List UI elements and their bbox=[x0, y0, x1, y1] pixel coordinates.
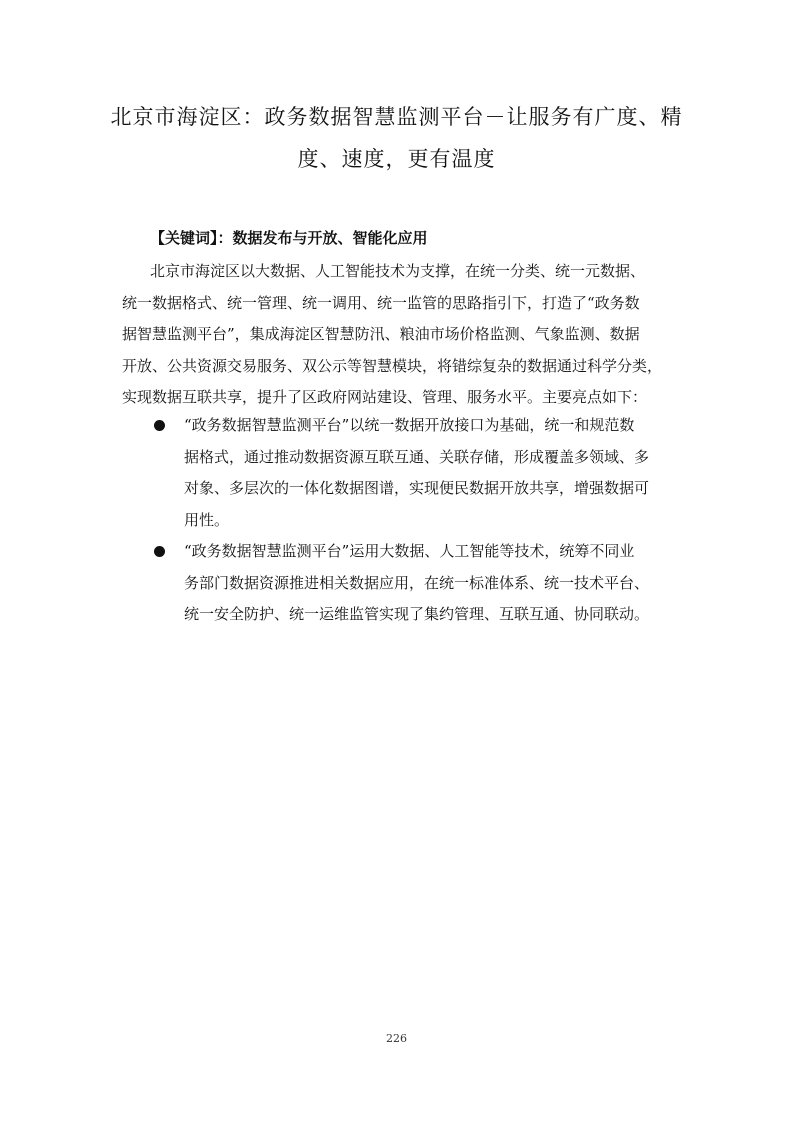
bullet-line: “政务数据智慧监测平台”以统一数据开放接口为基础，统一和规范数 bbox=[184, 416, 635, 434]
bullet-line: 用性。 bbox=[184, 510, 230, 529]
bullet-line: 对象、多层次的一体化数据图谱，实现便民数据开放共享，增强数据可 bbox=[184, 479, 650, 497]
title-line: 度、速度，更有温度 bbox=[297, 147, 496, 171]
bullet-text bbox=[184, 410, 690, 536]
bullet-item bbox=[150, 410, 690, 536]
bullet-text bbox=[184, 536, 690, 631]
bullet-item bbox=[150, 536, 690, 631]
paragraph-line: 北京市海淀区以大数据、人工智能技术为支撑，在统一分类、统一元数据、 bbox=[150, 262, 646, 280]
bullet-dot-icon bbox=[154, 546, 165, 557]
paragraph-line: 实现数据互联共享，提升了区政府网站建设、管理、服务水平。主要亮点如下： bbox=[122, 388, 648, 406]
paragraph-line: 据智慧监测平台”，集成海淀区智慧防汛、粮油市场价格监测、气象监测、数据 bbox=[122, 325, 640, 343]
bullet-dot-icon bbox=[154, 420, 165, 431]
bullet-line: 统一安全防护、统一运维监管实现了集约管理、互联互通、协同联动。 bbox=[184, 605, 650, 623]
paragraph-line: 开放、公共资源交易服务、双公示等智慧模块，将错综复杂的数据通过科学分类， bbox=[122, 356, 663, 375]
document-title bbox=[110, 96, 683, 180]
title-line: 北京市海淀区：政务数据智慧监测平台－让服务有广度、精 bbox=[110, 105, 683, 129]
intro-paragraph bbox=[122, 256, 690, 414]
page-number: 226 bbox=[386, 1032, 407, 1045]
bullet-line: 务部门数据资源推进相关数据应用，在统一标准体系、统一技术平台、 bbox=[184, 573, 650, 592]
keywords-line: 【关键词】：数据发布与开放、智能化应用 bbox=[150, 229, 428, 247]
bullet-line: “政务数据智慧监测平台”运用大数据、人工智能等技术，统筹不同业 bbox=[184, 542, 635, 560]
bullet-line: 据格式，通过推动数据资源互联互通、关联存储，形成覆盖多领域、多 bbox=[184, 447, 650, 466]
paragraph-line: 统一数据格式、统一管理、统一调用、统一监管的思路指引下，打造了“政务数 bbox=[122, 293, 640, 312]
